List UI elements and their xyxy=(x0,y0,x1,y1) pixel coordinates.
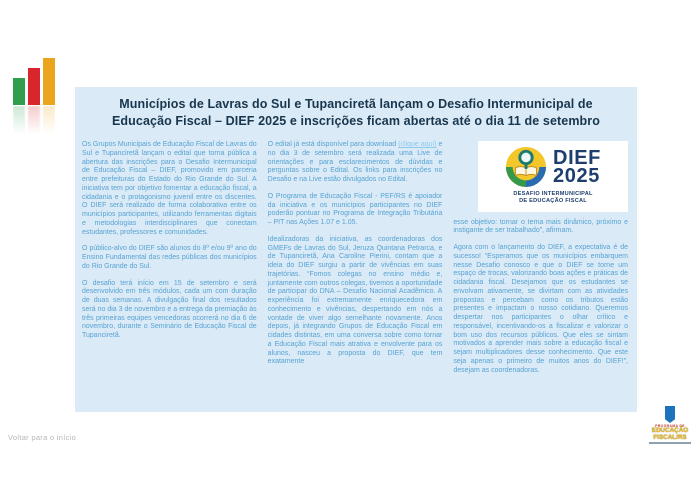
bar-chart-logo-icon xyxy=(13,58,55,105)
dief-subtitle-line2: DE EDUCAÇÃO FISCAL xyxy=(519,198,587,205)
paragraph-objective: esse objetivo: tornar o tema mais dinâmico, próximo e instigante de ser trabalhado”, afirmam. xyxy=(453,218,629,235)
dief-2025-logo xyxy=(478,141,628,212)
pef-logo-line3: FISCAL/RS xyxy=(653,433,687,441)
edital-text-before-link: O edital já está disponível para download xyxy=(267,141,399,148)
clique-aqui-link[interactable]: (clique aqui) xyxy=(398,141,437,148)
paragraph-edital xyxy=(268,141,443,185)
back-to-top-link[interactable]: Voltar para o início xyxy=(8,433,77,442)
article-column-3 xyxy=(453,141,628,383)
magnifier-book-circle-icon xyxy=(505,146,547,188)
bar-chart-logo-reflection xyxy=(13,106,55,153)
pef-logo-line2: EDUCAÇÃO xyxy=(651,427,689,434)
red-bar-icon xyxy=(28,68,40,105)
article-column-2 xyxy=(268,141,443,383)
paragraph-expectations: Agora com o lançamento do DIEF, a expectativa é de sucesso! “Esperamos que os municípios embarquem nesse Desafio conosco e que o DIEF se torne um espaço de trocas, valorizando boas ações e práticas de cidadania fiscal. Desejamos que os estudantes se envolvam ativamente, se divirtam com as atividades propostas e percebam como os tributos estão presentes e impactam o nosso cotidiano. Queremos despertar nos participantes o olhar crítico e responsável, incentivando-os a fiscalizar e valorizar o bom uso dos recursos públicos. Que eles se sintam motivados a aprender mais sobre a educação fiscal e sejam multiplicadores desse conhecimento. Que este seja apenas o primeiro de muitos anos do DIEF!”, desejam as coordenadoras. xyxy=(453,244,629,374)
page-title-line1: Municípios de Lavras do Sul e Tupanciretã lançam o Desafio Intermunicipal de xyxy=(119,97,593,111)
paragraph-coordinators-story: Idealizadoras da iniciativa, as coordenadoras dos GMEFs de Lavras do Sul, Jeruza Quintana Petrarca, e de Tupanciretã, Ana Caroline Pierini, contam que a ideia do DIEF surgiu a partir de vivências em suas trajetórias. “Fomos colegas no ensino médio e, juntamente com outros colegas, tivemos a oportunidade de participar do DNA – Desafio Nacional Acadêmico. A experiência foi extremamente enriquecedora em conhecimento e vivências, despertando em nós a vontade de viver algo semelhante novamente. Anos depois, já integrando Grupos de Educação Fiscal em cidades distintas, em uma conversa sobre como tornar a Educação Fiscal mais atrativa e envolvente para os alunos, nasceu a proposta do DIEF, que tem exatamente xyxy=(267,235,443,366)
article-column-1 xyxy=(82,141,257,383)
pef-logo-line1: PROGRAMA DE xyxy=(655,424,685,428)
article-columns xyxy=(75,129,637,383)
green-bar-icon xyxy=(13,78,25,105)
pef-logo-tagline xyxy=(649,442,691,444)
dief-subtitle-line1: DESAFIO INTERMUNICIPAL xyxy=(513,191,593,197)
article-panel xyxy=(75,87,637,412)
paragraph-pef-support: O Programa de Educação Fiscal - PEF/RS é apoiador da iniciativa e os municípios participantes no DIEF poderão pontuar no Programa de Integração Tributária – PIT nas Ações 1.07 e 1.05. xyxy=(267,192,443,226)
page-title-line2: Educação Fiscal – DIEF 2025 e inscrições ficam abertas até o dia 11 de setembro xyxy=(112,113,600,128)
yellow-bar-icon xyxy=(43,58,55,105)
pef-rs-logo xyxy=(646,406,694,444)
edital-text-after-link: e no dia 3 de setembro será realizada uma Live de orientações e para esclarecimentos de dúvidas e perguntas sobre o Edital. Os links para inscrições no Desafio e na Live estão divulgados no Edital. xyxy=(267,141,443,183)
paragraph-schedule: O desafio terá início em 15 de setembro e será desenvolvido em três módulos, cada um com duração de duas semanas. A divulgação final dos resultados será no dia 3 de novembro e a entrega da premiação às três primeiras equipes vencedoras ocorrerá no dia 6 de novembro, durante o Seminário de Educação Fiscal de Tupanciretã. xyxy=(82,279,257,339)
dief-acronym: DIEF xyxy=(553,146,601,169)
paragraph-target-audience: O público-alvo do DIEF são alunos do 8º e/ou 9º ano do Ensino Fundamental das redes públicas dos municípios do Rio Grande do Sul. xyxy=(82,245,257,270)
dief-year: 2025 xyxy=(553,165,600,187)
page-title xyxy=(89,96,623,129)
paragraph-intro: Os Grupos Municipais de Educação Fiscal de Lavras do Sul e Tupanciretã lançam o edital que torna pública a abertura das inscrições para o Desafio Intermunicipal de Educação Fiscal – DIEF, promovido em parceria entre prefeituras do Estado do Rio Grande do Sul. A iniciativa tem por objetivo fomentar a educação fiscal, a cidadania e o protagonismo juvenil entre os discentes. O DIEF será realizado de forma colaborativa entre os municípios participantes, utilizando ferramentas digitais e metodologias interdisciplinares que conectam estudantes, professores e comunidades. xyxy=(82,141,257,236)
pencil-icon xyxy=(665,406,675,423)
